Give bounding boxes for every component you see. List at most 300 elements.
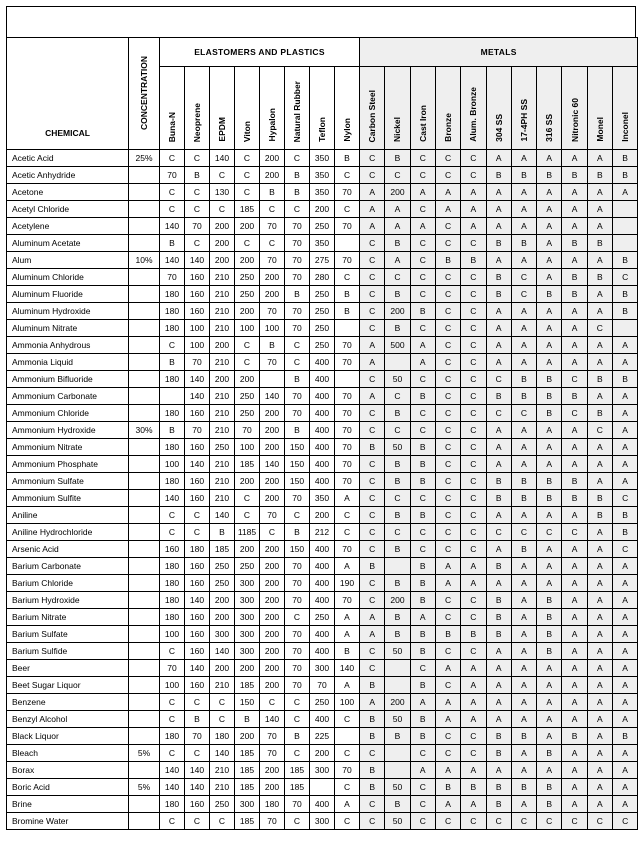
metal-rating-cell: C: [461, 473, 486, 490]
metal-rating-cell: A: [587, 541, 612, 558]
elastomer-rating-cell: 150: [285, 473, 310, 490]
elastomer-rating-cell: C: [160, 694, 185, 711]
elastomer-rating-cell: 210: [210, 354, 235, 371]
elastomer-rating-cell: 210: [210, 320, 235, 337]
metal-rating-cell: C: [435, 541, 460, 558]
elastomer-rating-cell: A: [335, 677, 360, 694]
metal-rating-cell: A: [511, 422, 536, 439]
elastomer-rating-cell: 70: [335, 218, 360, 235]
metal-rating-cell: C: [360, 660, 385, 677]
metal-rating-cell: C: [435, 490, 460, 507]
elastomer-rating-cell: 275: [310, 252, 335, 269]
metal-rating-cell: B: [410, 507, 435, 524]
metal-rating-cell: A: [486, 218, 511, 235]
metal-rating-cell: B: [511, 167, 536, 184]
elastomer-rating-cell: A: [335, 609, 360, 626]
elastomer-rating-cell: B: [185, 167, 210, 184]
elastomer-rating-cell: 140: [185, 779, 210, 796]
metal-rating-cell: C: [360, 796, 385, 813]
elastomer-rating-cell: 180: [160, 303, 185, 320]
metal-rating-cell: A: [511, 609, 536, 626]
elastomer-rating-cell: C: [185, 524, 210, 541]
elastomer-rating-cell: [260, 371, 285, 388]
metal-rating-cell: A: [410, 609, 435, 626]
elastomer-rating-cell: 200: [235, 303, 260, 320]
metal-rating-cell: C: [360, 592, 385, 609]
elastomer-rating-cell: 140: [185, 456, 210, 473]
metal-rating-cell: A: [461, 677, 486, 694]
chemical-name: Alum: [7, 252, 129, 269]
metal-rating-cell: A: [537, 694, 562, 711]
metal-rating-cell: C: [410, 269, 435, 286]
elastomer-rating-cell: B: [285, 184, 310, 201]
chemical-name: Acetylene: [7, 218, 129, 235]
table-row: [7, 320, 638, 337]
table-row: [7, 796, 638, 813]
elastomer-rating-cell: 100: [185, 337, 210, 354]
elastomer-rating-cell: 70: [285, 660, 310, 677]
elastomer-rating-cell: 250: [310, 320, 335, 337]
elastomer-rating-cell: 350: [310, 490, 335, 507]
metal-rating-cell: C: [410, 490, 435, 507]
metal-rating-cell: A: [435, 660, 460, 677]
chemical-name: Aniline: [7, 507, 129, 524]
elastomer-rating-cell: 400: [310, 422, 335, 439]
metal-rating-cell: A: [612, 575, 637, 592]
elastomer-rating-cell: C: [185, 507, 210, 524]
metal-rating-cell: A: [486, 354, 511, 371]
metal-rating-cell: C: [435, 422, 460, 439]
metal-rating-cell: A: [511, 456, 536, 473]
metal-rating-cell: A: [587, 303, 612, 320]
metal-rating-cell: A: [587, 609, 612, 626]
metal-rating-cell: A: [537, 354, 562, 371]
elastomer-rating-cell: C: [235, 184, 260, 201]
table-row: [7, 728, 638, 745]
metal-rating-cell: B: [562, 490, 587, 507]
metal-rating-cell: A: [562, 439, 587, 456]
elastomer-rating-cell: 180: [160, 796, 185, 813]
metal-rating-cell: C: [435, 218, 460, 235]
concentration-cell: [129, 269, 160, 286]
metal-rating-cell: B: [360, 439, 385, 456]
metal-rating-cell: C: [435, 150, 460, 167]
elastomer-rating-cell: 70: [235, 422, 260, 439]
elastomer-rating-cell: 140: [210, 745, 235, 762]
metal-rating-cell: C: [562, 371, 587, 388]
elastomer-rating-cell: 200: [210, 660, 235, 677]
metal-rating-cell: C: [385, 490, 410, 507]
elastomer-rating-cell: 140: [160, 762, 185, 779]
elastomer-rating-cell: 210: [210, 490, 235, 507]
elastomer-rating-cell: [335, 235, 360, 252]
elastomer-rating-cell: 200: [235, 218, 260, 235]
concentration-cell: [129, 167, 160, 184]
chemical-name: Ammonia Anhydrous: [7, 337, 129, 354]
table-row: [7, 405, 638, 422]
metal-rating-cell: A: [435, 694, 460, 711]
table-row: [7, 184, 638, 201]
metal-rating-cell: B: [537, 592, 562, 609]
metal-rating-cell: [612, 320, 637, 337]
metal-rating-cell: C: [360, 150, 385, 167]
metal-rating-cell: A: [511, 252, 536, 269]
elastomer-rating-cell: C: [335, 201, 360, 218]
metal-rating-cell: A: [612, 626, 637, 643]
elastomer-rating-cell: 160: [185, 473, 210, 490]
metal-rating-cell: A: [486, 507, 511, 524]
elastomer-rating-cell: 200: [260, 422, 285, 439]
metal-rating-cell: C: [612, 490, 637, 507]
metal-rating-cell: B: [486, 167, 511, 184]
elastomer-rating-cell: 185: [235, 201, 260, 218]
elastomer-rating-cell: C: [160, 745, 185, 762]
metal-rating-cell: A: [562, 745, 587, 762]
metal-rating-cell: A: [587, 439, 612, 456]
elastomer-rating-cell: C: [285, 609, 310, 626]
elastomer-rating-cell: 250: [210, 439, 235, 456]
metal-rating-cell: B: [537, 167, 562, 184]
elastomer-rating-cell: 210: [210, 388, 235, 405]
metal-rating-cell: A: [612, 558, 637, 575]
metal-rating-cell: C: [385, 269, 410, 286]
elastomer-rating-cell: 180: [160, 320, 185, 337]
metal-rating-cell: 200: [385, 694, 410, 711]
metal-rating-cell: C: [587, 422, 612, 439]
elastomer-rating-cell: 200: [210, 371, 235, 388]
concentration-header: CONCENTRATION: [129, 38, 160, 150]
metal-rating-cell: C: [360, 405, 385, 422]
metal-rating-cell: B: [537, 626, 562, 643]
elastomer-rating-cell: C: [185, 235, 210, 252]
metal-rating-cell: A: [486, 252, 511, 269]
table-row: [7, 643, 638, 660]
table-row: [7, 711, 638, 728]
metal-rating-cell: A: [562, 201, 587, 218]
metal-rating-cell: A: [360, 218, 385, 235]
metal-rating-cell: B: [486, 269, 511, 286]
elastomer-rating-cell: 140: [210, 150, 235, 167]
elastomer-rating-cell: 180: [160, 371, 185, 388]
elastomer-rating-cell: 70: [185, 354, 210, 371]
elastomer-rating-cell: 400: [310, 473, 335, 490]
elastomer-rating-cell: A: [335, 490, 360, 507]
metal-rating-cell: B: [385, 405, 410, 422]
metal-rating-cell: A: [511, 575, 536, 592]
elastomer-rating-cell: 70: [260, 507, 285, 524]
metal-rating-cell: C: [410, 371, 435, 388]
metal-rating-cell: A: [511, 711, 536, 728]
metal-rating-cell: C: [461, 167, 486, 184]
metal-rating-cell: C: [385, 167, 410, 184]
metal-rating-cell: A: [562, 762, 587, 779]
metal-rating-cell: C: [612, 541, 637, 558]
elastomer-rating-cell: 1185: [235, 524, 260, 541]
elastomer-rating-cell: [160, 388, 185, 405]
elastomer-rating-cell: 400: [310, 626, 335, 643]
elastomer-rating-cell: 400: [310, 456, 335, 473]
metal-rating-cell: A: [612, 643, 637, 660]
elastomer-rating-cell: 140: [260, 456, 285, 473]
metal-rating-cell: A: [511, 592, 536, 609]
metal-rating-cell: B: [612, 524, 637, 541]
elastomer-rating-cell: 100: [235, 320, 260, 337]
metal-rating-cell: B: [486, 609, 511, 626]
metal-rating-cell: A: [537, 711, 562, 728]
metal-rating-cell: A: [612, 473, 637, 490]
metal-rating-cell: A: [612, 439, 637, 456]
metal-rating-cell: B: [612, 167, 637, 184]
metal-rating-cell: A: [360, 694, 385, 711]
chemical-name: Barium Nitrate: [7, 609, 129, 626]
metal-rating-cell: A: [562, 660, 587, 677]
metal-rating-cell: A: [612, 405, 637, 422]
column-header-nickel: Nickel: [385, 67, 410, 150]
elastomer-rating-cell: 140: [160, 252, 185, 269]
elastomer-rating-cell: 140: [160, 218, 185, 235]
elastomer-rating-cell: 180: [160, 592, 185, 609]
column-header-cast-iron: Cast Iron: [410, 67, 435, 150]
chemical-name: Ammonium Bifluoride: [7, 371, 129, 388]
table-row: [7, 167, 638, 184]
elastomer-rating-cell: C: [335, 779, 360, 796]
metal-rating-cell: C: [461, 439, 486, 456]
metal-rating-cell: A: [562, 252, 587, 269]
elastomer-rating-cell: 300: [210, 626, 235, 643]
metal-rating-cell: C: [461, 490, 486, 507]
elastomer-rating-cell: 140: [260, 388, 285, 405]
metal-rating-cell: C: [461, 286, 486, 303]
metal-rating-cell: A: [537, 677, 562, 694]
metal-rating-cell: C: [360, 813, 385, 830]
elastomer-rating-cell: C: [160, 643, 185, 660]
elastomer-rating-cell: C: [235, 354, 260, 371]
elastomer-rating-cell: 350: [310, 167, 335, 184]
metal-rating-cell: C: [360, 167, 385, 184]
chemical-name: Ammonium Sulfite: [7, 490, 129, 507]
metal-rating-cell: C: [486, 813, 511, 830]
elastomer-rating-cell: B: [160, 235, 185, 252]
metal-rating-cell: B: [486, 592, 511, 609]
metal-rating-cell: C: [435, 439, 460, 456]
elastomer-rating-cell: 250: [310, 218, 335, 235]
metal-rating-cell: C: [461, 269, 486, 286]
metal-rating-cell: A: [587, 643, 612, 660]
metal-rating-cell: A: [587, 745, 612, 762]
chemical-header: CHEMICAL: [7, 38, 129, 150]
elastomer-rating-cell: 200: [235, 728, 260, 745]
chemical-name: Barium Hydroxide: [7, 592, 129, 609]
elastomer-rating-cell: 160: [185, 490, 210, 507]
metal-rating-cell: A: [612, 660, 637, 677]
metal-rating-cell: A: [511, 337, 536, 354]
elastomer-rating-cell: 350: [310, 235, 335, 252]
metal-rating-cell: B: [410, 677, 435, 694]
elastomer-rating-cell: 400: [310, 405, 335, 422]
metal-rating-cell: B: [587, 167, 612, 184]
metal-rating-cell: A: [410, 337, 435, 354]
elastomer-rating-cell: 300: [310, 762, 335, 779]
elastomer-rating-cell: 200: [260, 541, 285, 558]
elastomer-rating-cell: C: [260, 524, 285, 541]
elastomer-rating-cell: C: [185, 201, 210, 218]
elastomer-rating-cell: 140: [185, 252, 210, 269]
metal-rating-cell: A: [486, 303, 511, 320]
elastomer-rating-cell: 400: [310, 371, 335, 388]
elastomer-rating-cell: 200: [260, 660, 285, 677]
table-row: [7, 218, 638, 235]
metal-rating-cell: A: [612, 456, 637, 473]
elastomer-rating-cell: 185: [285, 762, 310, 779]
metal-rating-cell: C: [410, 796, 435, 813]
elastomer-rating-cell: 70: [335, 405, 360, 422]
table-row: [7, 269, 638, 286]
metal-rating-cell: C: [435, 269, 460, 286]
elastomer-rating-cell: 100: [235, 439, 260, 456]
elastomer-rating-cell: 190: [335, 575, 360, 592]
metal-rating-cell: B: [435, 626, 460, 643]
metal-rating-cell: C: [486, 371, 511, 388]
metal-rating-cell: B: [587, 405, 612, 422]
metal-rating-cell: A: [511, 150, 536, 167]
elastomer-rating-cell: 210: [210, 405, 235, 422]
metal-rating-cell: A: [486, 201, 511, 218]
metal-rating-cell: B: [587, 269, 612, 286]
concentration-cell: [129, 303, 160, 320]
elastomer-rating-cell: 200: [260, 626, 285, 643]
metal-rating-cell: C: [461, 524, 486, 541]
metal-rating-cell: B: [587, 371, 612, 388]
metal-rating-cell: A: [461, 762, 486, 779]
elastomer-rating-cell: 400: [310, 541, 335, 558]
metal-rating-cell: B: [461, 779, 486, 796]
metal-rating-cell: C: [612, 269, 637, 286]
elastomer-rating-cell: C: [235, 337, 260, 354]
table-row: [7, 626, 638, 643]
elastomer-rating-cell: 180: [260, 796, 285, 813]
elastomer-rating-cell: 185: [235, 677, 260, 694]
chemical-name: Ammonium Nitrate: [7, 439, 129, 456]
elastomer-rating-cell: 400: [310, 388, 335, 405]
metal-rating-cell: A: [410, 694, 435, 711]
concentration-cell: [129, 677, 160, 694]
chemical-name: Ammonium Hydroxide: [7, 422, 129, 439]
metal-rating-cell: A: [511, 320, 536, 337]
elastomer-rating-cell: 185: [210, 541, 235, 558]
metal-rating-cell: C: [511, 813, 536, 830]
elastomer-rating-cell: 200: [210, 337, 235, 354]
metal-rating-cell: A: [587, 218, 612, 235]
elastomer-rating-cell: 250: [235, 269, 260, 286]
metal-rating-cell: A: [537, 303, 562, 320]
metal-rating-cell: C: [461, 609, 486, 626]
chemical-name: Aluminum Hydroxide: [7, 303, 129, 320]
compatibility-table: [6, 37, 638, 830]
elastomer-rating-cell: 160: [185, 303, 210, 320]
elastomer-rating-cell: 200: [260, 490, 285, 507]
chemical-name: Acetic Anhydride: [7, 167, 129, 184]
metal-rating-cell: B: [461, 252, 486, 269]
metal-rating-cell: B: [511, 473, 536, 490]
elastomer-rating-cell: 70: [160, 269, 185, 286]
elastomer-rating-cell: 250: [210, 796, 235, 813]
chemical-name: Acetic Acid: [7, 150, 129, 167]
elastomer-rating-cell: C: [235, 507, 260, 524]
elastomer-rating-cell: 180: [160, 558, 185, 575]
metal-rating-cell: C: [612, 813, 637, 830]
metal-rating-cell: B: [486, 388, 511, 405]
metal-rating-cell: A: [410, 184, 435, 201]
metal-rating-cell: A: [587, 524, 612, 541]
elastomer-rating-cell: [335, 320, 360, 337]
metal-rating-cell: A: [612, 745, 637, 762]
metal-rating-cell: C: [461, 592, 486, 609]
metal-rating-cell: C: [410, 422, 435, 439]
metal-rating-cell: C: [360, 286, 385, 303]
concentration-cell: [129, 541, 160, 558]
table-row: [7, 303, 638, 320]
elastomer-rating-cell: C: [185, 813, 210, 830]
metal-rating-cell: C: [410, 541, 435, 558]
metal-rating-cell: B: [587, 235, 612, 252]
elastomer-rating-cell: 70: [285, 626, 310, 643]
metal-rating-cell: A: [587, 711, 612, 728]
elastomer-rating-cell: C: [285, 813, 310, 830]
metal-rating-cell: B: [385, 796, 410, 813]
table-row: [7, 813, 638, 830]
metal-rating-cell: B: [385, 626, 410, 643]
metal-rating-cell: C: [360, 507, 385, 524]
elastomer-rating-cell: 70: [335, 762, 360, 779]
metal-rating-cell: C: [511, 524, 536, 541]
elastomer-rating-cell: 70: [285, 677, 310, 694]
elastomer-rating-cell: 200: [210, 218, 235, 235]
table-row: [7, 507, 638, 524]
metal-rating-cell: A: [587, 456, 612, 473]
metal-rating-cell: B: [385, 320, 410, 337]
elastomer-rating-cell: 70: [285, 405, 310, 422]
chemical-name: Boric Acid: [7, 779, 129, 796]
elastomer-rating-cell: 400: [310, 575, 335, 592]
elastomer-rating-cell: B: [285, 524, 310, 541]
metal-rating-cell: [385, 762, 410, 779]
elastomer-rating-cell: 200: [235, 371, 260, 388]
column-header-carbon-steel: Carbon Steel: [360, 67, 385, 150]
elastomer-rating-cell: [335, 728, 360, 745]
elastomer-rating-cell: C: [335, 745, 360, 762]
elastomer-rating-cell: C: [235, 490, 260, 507]
elastomer-rating-cell: 210: [210, 779, 235, 796]
elastomer-rating-cell: 160: [160, 541, 185, 558]
metal-rating-cell: A: [486, 337, 511, 354]
metal-rating-cell: C: [537, 524, 562, 541]
metal-rating-cell: C: [587, 813, 612, 830]
metal-rating-cell: A: [385, 252, 410, 269]
metal-rating-cell: A: [511, 303, 536, 320]
metal-rating-cell: B: [612, 507, 637, 524]
metal-rating-cell: A: [511, 745, 536, 762]
metal-rating-cell: A: [486, 762, 511, 779]
metal-rating-cell: B: [511, 371, 536, 388]
elastomer-rating-cell: C: [210, 694, 235, 711]
concentration-cell: [129, 660, 160, 677]
metal-rating-cell: B: [385, 456, 410, 473]
metal-rating-cell: B: [410, 303, 435, 320]
elastomer-rating-cell: 200: [260, 473, 285, 490]
elastomer-rating-cell: C: [235, 235, 260, 252]
metal-rating-cell: A: [461, 218, 486, 235]
elastomer-rating-cell: C: [285, 711, 310, 728]
